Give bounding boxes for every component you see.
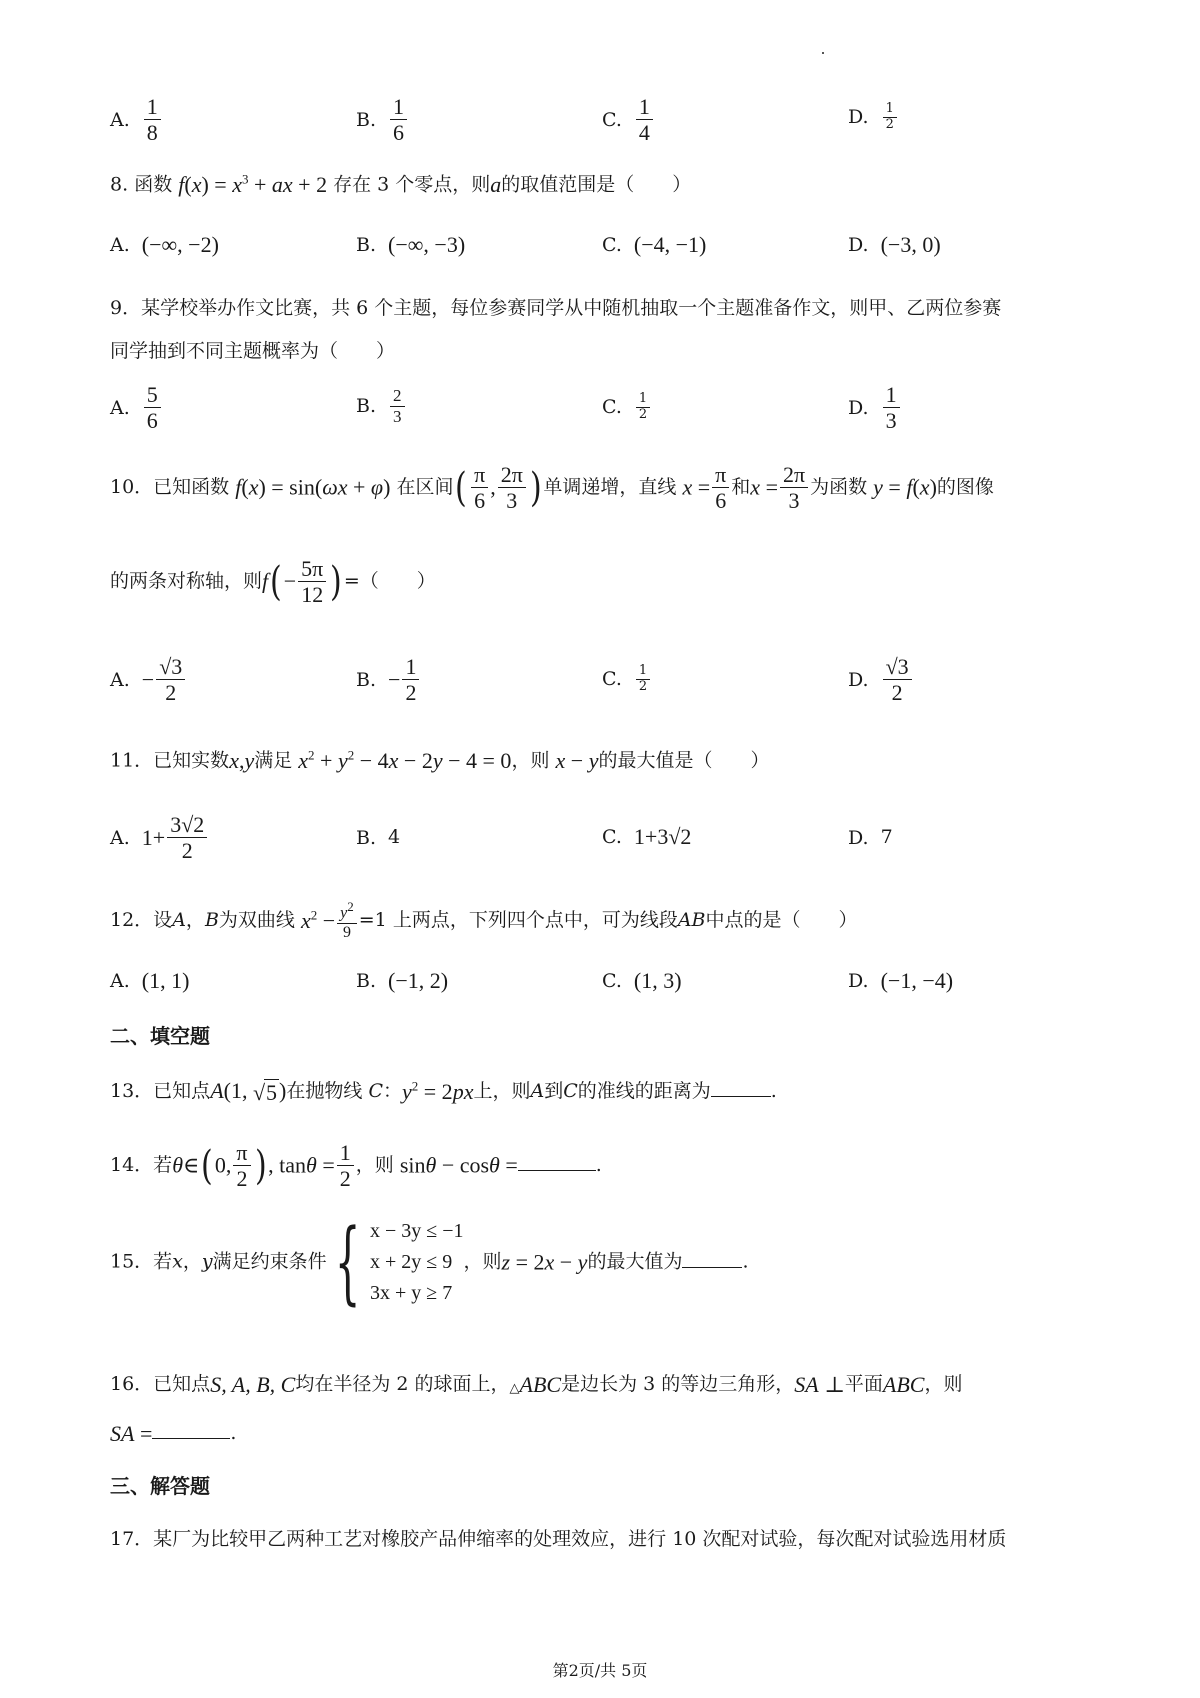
answer-blank: [682, 1249, 742, 1268]
q11-option-c: C. 1+3√2: [602, 824, 692, 849]
q7-option-c: C. $\frac{1}{4}$: [602, 94, 655, 146]
q9-options: [0, 382, 1200, 438]
question-11: 11．已知实数x,y满足 $x^2 + y^2 - 4x - 2y - 4 = 0$，则 x − y的最大值是（ ）: [110, 748, 770, 774]
section-heading-fill-in: 二、填空题: [110, 1024, 210, 1048]
question-10-line-1: 10．已知函数 f(x) = sin(ωx + φ) 在区间( $\frac{\pi}{6}$ , $\frac{2\pi}{3}$ ) 单调递增，直线 x = $\frac{\pi}{6}$ 和x = $\frac{2\pi}{3}$ 为函数 y = f(x)的图像: [110, 462, 994, 514]
q7-option-b: B. $\frac{1}{6}$: [356, 94, 409, 146]
q9-option-a: A. $\frac{5}{6}$: [110, 382, 163, 434]
q10-option-c: C. $\frac{1}{2}$: [602, 664, 652, 695]
question-8: 8. 函数 $f(x) = x^3$ + ax + 2 存在 3 个零点，则a的取值范围是（ ）: [110, 172, 692, 198]
q10-option-a: A. − $\frac{√3}{2}$: [110, 654, 187, 706]
q11-option-a: A. 1+ $\frac{3√2}{2}$: [110, 812, 209, 864]
q12-option-d: D. (−1, −4): [848, 968, 954, 993]
question-16-line-2: SA = .: [110, 1420, 237, 1446]
q9-option-d: D. $\frac{1}{3}$: [848, 382, 902, 434]
question-9-line-1: 9．某学校举办作文比赛，共 6 个主题，每位参赛同学从中随机抽取一个主题准备作文，则甲、乙两位参赛: [110, 297, 1002, 319]
answer-blank: [152, 1420, 230, 1439]
q12-option-c: C. (1, 3): [602, 968, 682, 993]
q10-options: [0, 654, 1200, 712]
answer-blank: [518, 1152, 596, 1171]
q10-option-b: B. − $\frac{1}{2}$: [356, 654, 421, 706]
q12-option-a: A. (1, 1): [110, 968, 190, 993]
q8-option-d: D. (−3, 0): [848, 232, 941, 257]
q8-options: [0, 232, 1200, 262]
question-9-line-2: 同学抽到不同主题概率为（ ）: [110, 340, 396, 362]
q9-option-b: B. $\frac{2}{3}$: [356, 386, 407, 426]
question-16-line-1: 16．已知点S, A, B, C均在半径为 2 的球面上，△ABC是边长为 3 的等边三角形，SA ⊥平面ABC，则: [110, 1372, 963, 1397]
question-15: 15．若x，y满足约束条件{ x − 3y ≤ −1 x + 2y ≤ 9 3x + y ≥ 7 ，则z = 2x − y的最大值为 .: [110, 1209, 749, 1315]
question-17-line-1: 17．某厂为比较甲乙两种工艺对橡胶产品伸缩率的处理效应，进行 10 次配对试验，每次配对试验选用材质: [110, 1528, 1007, 1550]
q12-option-b: B. (−1, 2): [356, 968, 449, 993]
q7-options: [0, 92, 1200, 148]
question-14: 14．若θ∈(0, $\frac{\pi}{2}$ ), tanθ = $\frac{1}{2}$ ，则 sinθ − cosθ = .: [110, 1140, 602, 1192]
section-heading-solve: 三、解答题: [110, 1474, 210, 1498]
question-13: 13．已知点A(1, √5)在抛物线 C：$y^2 = 2px$上，则A到C的准线的距离为 .: [110, 1078, 777, 1105]
answer-blank: [711, 1078, 771, 1097]
q7-option-a: A. $\frac{1}{8}$: [110, 94, 163, 146]
question-12: 12．设A，B为双曲线 $x^2$ − $\frac{y^2}{9}$ =1 上两点，下列四个点中，可为线段AB中点的是（ ）: [110, 899, 858, 941]
q11-options: [0, 812, 1200, 870]
page-footer: 第2页/共 5页: [552, 1661, 648, 1680]
q10-option-d: D. $\frac{√3}{2}$: [848, 654, 914, 706]
q9-option-c: C. $\frac{1}{2}$: [602, 392, 652, 423]
q8-option-b: B. (−∞, −3): [356, 232, 466, 257]
q11-option-b: B. 4: [356, 826, 401, 849]
q11-option-d: D. 7: [848, 826, 893, 849]
q7-option-d: D. $\frac{1}{2}$: [848, 102, 899, 133]
q8-option-a: A. (−∞, −2): [110, 232, 219, 257]
q12-options: [0, 968, 1200, 998]
q8-option-c: C. (−4, −1): [602, 232, 707, 257]
speck: [822, 52, 824, 54]
question-10-line-2: 的两条对称轴，则f(− $\frac{5\pi}{12}$ ) =（ ）: [110, 556, 436, 608]
